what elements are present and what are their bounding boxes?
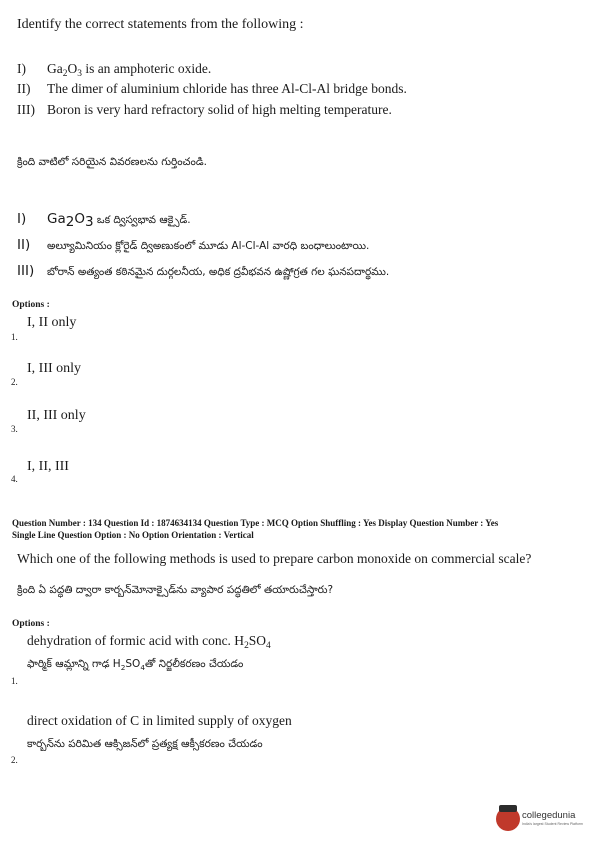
- telugu-statement-3: III) బోరాన్ అత్యంత కఠినమైన దుర్గలనీయ, అధిక ద్రవీభవన ఉష్ణోగ్రత గల ఘనపదార్థము.: [17, 263, 390, 279]
- option-1-number: 1.: [11, 332, 18, 342]
- q2-option-1-telugu: ఫార్మిక్ ఆమ్లాన్ని గాఢ $H_2SO_4తో$ నిర్జలీకరణం చేయడం: [27, 658, 244, 672]
- option-2-text[interactable]: I, III only: [27, 361, 82, 376]
- options-label-2: Options :: [12, 619, 50, 629]
- telugu-statement-2: II) అల్యూమినియం క్లోరైడ్ ద్విఅణుకంలో మూడు Al-Cl-Al వారధి బంధాలుంటాయి.: [17, 237, 370, 253]
- statement-2: II) The dimer of aluminium chloride has three Al-Cl-Al bridge bonds.: [17, 81, 407, 96]
- collegedunia-logo: [496, 805, 591, 835]
- options-label: Options :: [12, 300, 50, 310]
- option-3-text[interactable]: II, III only: [27, 408, 86, 423]
- logo-tagline: India's largest Student Review Platform: [522, 822, 583, 826]
- logo-name: collegedunia: [522, 810, 576, 821]
- q2-option-2-number: 2.: [11, 755, 18, 765]
- q2-option-2-telugu: కార్బన్‌ను పరిమిత ఆక్సిజన్‌లో ప్రత్యక్ష ఆక్సీకరణం చేయడం: [27, 738, 263, 750]
- telugu-statement-1: I) $Ga_2O_3$ ఒక ద్విస్వభావ ఆక్సైడ్.: [17, 211, 191, 230]
- q2-option-1-text[interactable]: dehydration of formic acid with conc. $H_2SO_4$: [27, 633, 271, 651]
- option-2-number: 2.: [11, 377, 18, 387]
- telugu-question-2-title: క్రింది ఏ పద్ధతి ద్వారా కార్బన్‌మోనాక్సైడ్‌ను వ్యాపార పద్ధతిలో తయారుచేస్తారు?: [17, 584, 334, 596]
- telugu-question-title: క్రింది వాటిలో సరియైన వివరణలను గుర్తించండి.: [17, 156, 207, 168]
- option-1-text[interactable]: I, II only: [27, 315, 77, 330]
- question-meta-line-2: Single Line Question Option : No Option Orientation : Vertical: [12, 530, 254, 540]
- statement-1: I) $Ga_2O_3$ is an amphoteric oxide.: [17, 61, 212, 79]
- graduation-cap-icon: [499, 805, 517, 812]
- option-4-number: 4.: [11, 474, 18, 484]
- question-2-title: Which one of the following methods is used to prepare carbon monoxide on commercial scale?: [17, 551, 532, 566]
- question-meta-line-1: Question Number : 134 Question Id : 1874634134 Question Type : MCQ Option Shuffling : Yes Display Question Number : Yes: [12, 518, 499, 528]
- question-title: Identify the correct statements from the following :: [17, 17, 304, 32]
- statement-3: III) Boron is very hard refractory solid of high melting temperature.: [17, 102, 392, 117]
- option-3-number: 3.: [11, 424, 18, 434]
- option-4-text[interactable]: I, II, III: [27, 459, 69, 474]
- q2-option-1-number: 1.: [11, 676, 18, 686]
- q2-option-2-text[interactable]: direct oxidation of C in limited supply of oxygen: [27, 713, 292, 728]
